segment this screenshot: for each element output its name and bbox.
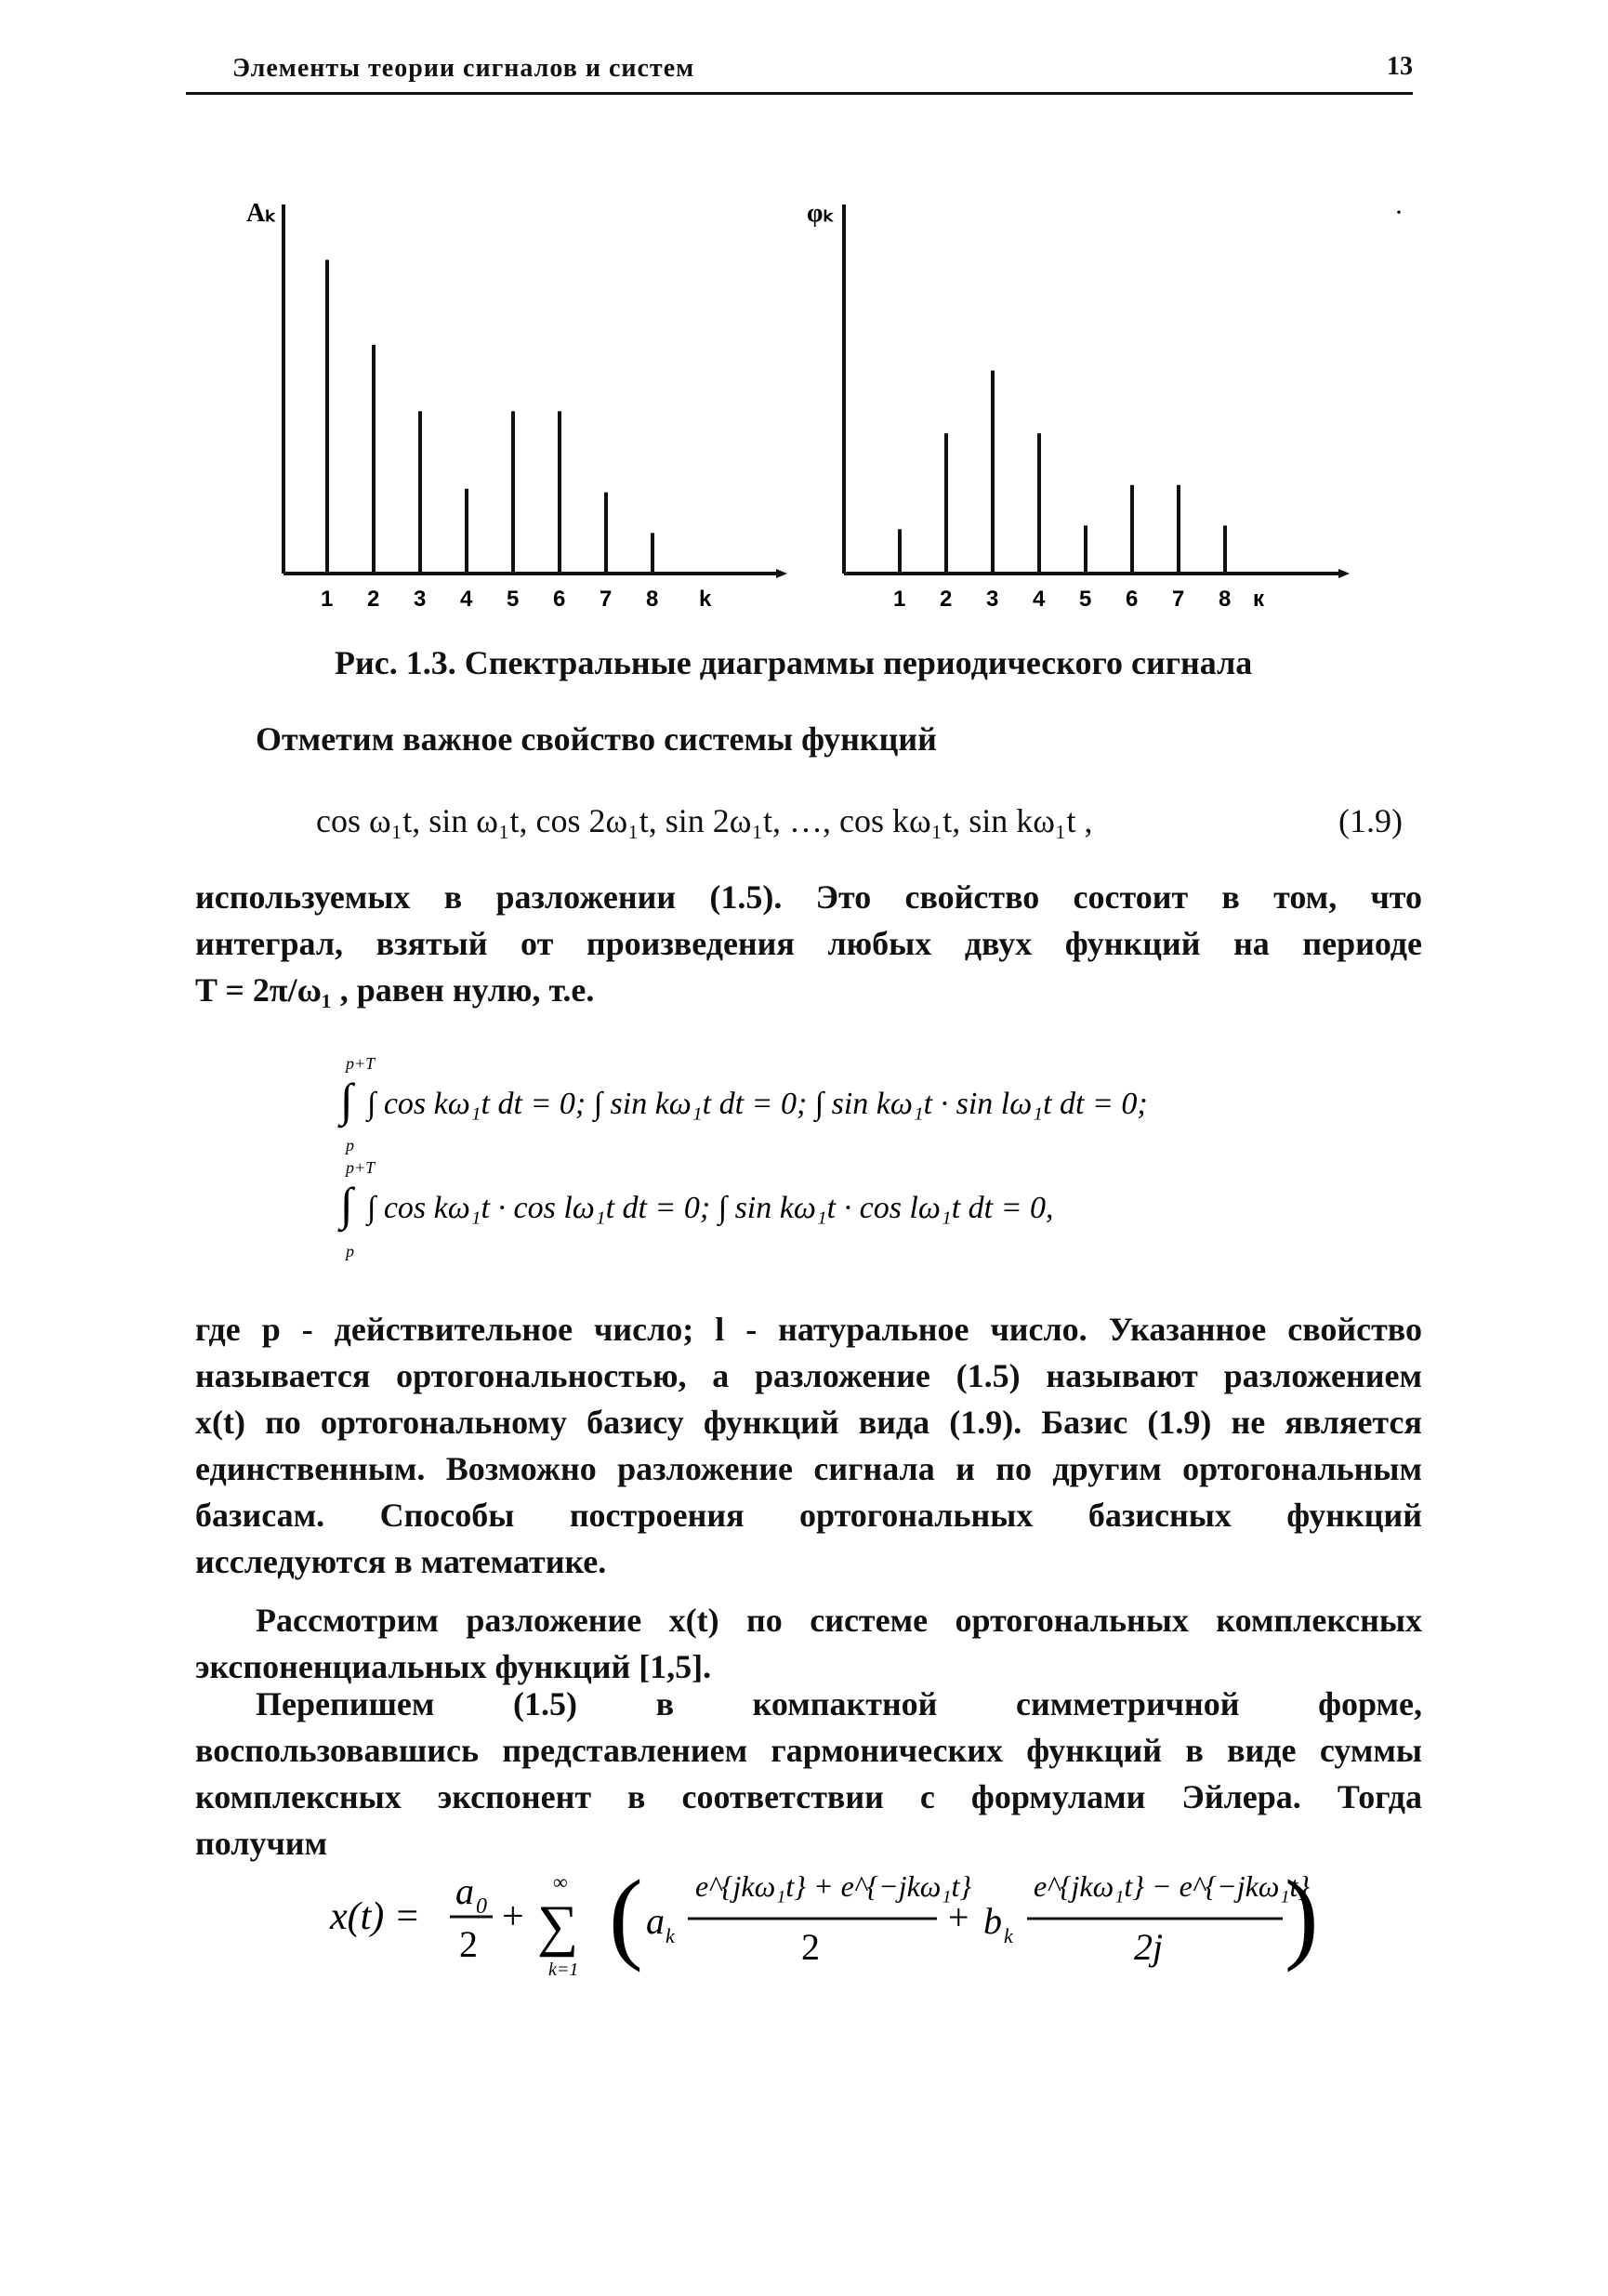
paragraph-complex-exponentials	[195, 1597, 1422, 1690]
tick-label: 3	[986, 587, 999, 612]
x-axis-arrow	[776, 569, 787, 578]
sum-upper-limit: ∞	[553, 1870, 568, 1894]
text-line: Рассмотрим разложение x(t) по системе ортогональных комплексных	[256, 1602, 1422, 1639]
integral-lower-limit: p	[346, 1136, 354, 1155]
formula-ak: a	[646, 1900, 665, 1942]
text-line: экспоненциальных функций [1,5].	[195, 1648, 712, 1685]
integral-upper-limit: p+T	[346, 1054, 376, 1073]
formula-bk-subscript: k	[1004, 1924, 1013, 1947]
text-line: используемых в разложении (1.5). Это свойство состоит в том, что	[195, 878, 1422, 916]
integral-sign: ∫	[340, 1178, 353, 1230]
tick-label: 6	[553, 587, 566, 612]
text-line: комплексных экспонент в соответствии с формулами Эйлера. Тогда	[195, 1778, 1422, 1815]
tick-label: 5	[1079, 587, 1092, 612]
paragraph-orthogonality-definition	[195, 1306, 1422, 1585]
integral-sign: ∫	[340, 1074, 353, 1126]
tick-label: 1	[321, 587, 334, 612]
tick-label: 2	[940, 587, 953, 612]
formula-a0-subscript: 0	[476, 1894, 487, 1919]
formula-bk: b	[983, 1900, 1002, 1942]
sum-sign: ∑	[537, 1894, 579, 1958]
text-line: T = 2π/ω₁ , равен нулю, т.е.	[195, 971, 595, 1009]
tick-label: 1	[893, 587, 906, 612]
fraction-denominator-1: 2	[801, 1926, 820, 1968]
text-line: называется ортогональностью, а разложение (1.5) называют разложением	[195, 1357, 1422, 1394]
text-line: исследуются в математике.	[195, 1543, 607, 1580]
fraction-numerator-2: e^{jkω₁t} − e^{−jkω₁t}	[1034, 1869, 1311, 1903]
x-axis-label: к	[1253, 587, 1265, 612]
tick-label: 4	[460, 587, 473, 612]
integral-line-1: ∫ cos kω₁t dt = 0; ∫ sin kω₁t dt = 0; ∫ sin kω₁t · sin lω₁t dt = 0;	[367, 1087, 1148, 1121]
formula-denominator: 2	[459, 1923, 478, 1965]
equation-number: (1.9)	[1338, 802, 1403, 839]
fraction-numerator-1: e^{jkω₁t} + e^{−jkω₁t}	[695, 1869, 972, 1903]
running-title: Элементы теории сигналов и систем	[232, 54, 695, 83]
plus-sign: +	[948, 1896, 969, 1938]
tick-label: 3	[414, 587, 427, 612]
x-axis-label: k	[699, 587, 712, 612]
stray-dot: ·	[1394, 197, 1404, 228]
tick-label: 7	[1172, 587, 1185, 612]
lead-sentence: Отметим важное свойство системы функций	[256, 720, 937, 758]
right-paren: )	[1285, 1859, 1319, 1973]
page-number: 13	[1387, 52, 1413, 81]
amplitude-spectrum-chart	[246, 199, 787, 612]
sum-lower-limit: k=1	[548, 1960, 579, 1980]
text-line: интеграл, взятый от произведения любых двух функций на периоде	[195, 925, 1422, 962]
formula-a0: a	[455, 1870, 474, 1912]
phase-spectrum-chart	[807, 199, 1350, 612]
tick-label: 2	[367, 587, 380, 612]
integral-line-2: ∫ cos kω₁t · cos lω₁t dt = 0; ∫ sin kω₁t · cos lω₁t dt = 0,	[367, 1191, 1054, 1225]
tick-label: 8	[646, 587, 659, 612]
tick-label: 5	[507, 587, 520, 612]
equation-1-9: cos ω₁t, sin ω₁t, cos 2ω₁t, sin 2ω₁t, …, cos kω₁t, sin kω₁t ,	[316, 802, 1093, 839]
text-line: x(t) по ортогональному базису функций вида (1.9). Базис (1.9) не является	[195, 1404, 1422, 1441]
formula-ak-subscript: k	[666, 1924, 675, 1947]
tick-label: 8	[1219, 587, 1232, 612]
formula-lhs: x(t) =	[330, 1895, 421, 1938]
text-line: базисам. Способы построения ортогональных базисных функций	[195, 1497, 1422, 1534]
text-line: Перепишем (1.5) в компактной симметричной форме,	[256, 1685, 1422, 1722]
text-line: единственным. Возможно разложение сигнала и по другим ортогональным	[195, 1450, 1422, 1487]
text-line: получим	[195, 1825, 328, 1862]
left-paren: (	[609, 1859, 643, 1973]
integral-upper-limit: p+T	[346, 1158, 376, 1177]
tick-label: 6	[1126, 587, 1139, 612]
integral-lower-limit: p	[346, 1242, 354, 1260]
figure-caption: Рис. 1.3. Спектральные диаграммы периодического сигнала	[335, 644, 1253, 681]
text-line: воспользовавшись представлением гармонических функций в виде суммы	[195, 1732, 1422, 1769]
y-axis-label: φₖ	[807, 199, 835, 228]
plus-sign: +	[502, 1895, 524, 1938]
x-axis-arrow	[1338, 569, 1350, 578]
paragraph-orthogonality-intro	[195, 874, 1422, 1013]
y-axis-label: Aₖ	[246, 199, 277, 228]
text-line: где p - действительное число; l - натуральное число. Указанное свойство	[195, 1311, 1422, 1348]
spectral-diagrams	[0, 0, 1608, 651]
tick-label: 4	[1033, 587, 1046, 612]
paragraph-euler-form	[195, 1681, 1422, 1867]
fraction-denominator-2: 2j	[1134, 1926, 1164, 1968]
tick-label: 7	[600, 587, 613, 612]
